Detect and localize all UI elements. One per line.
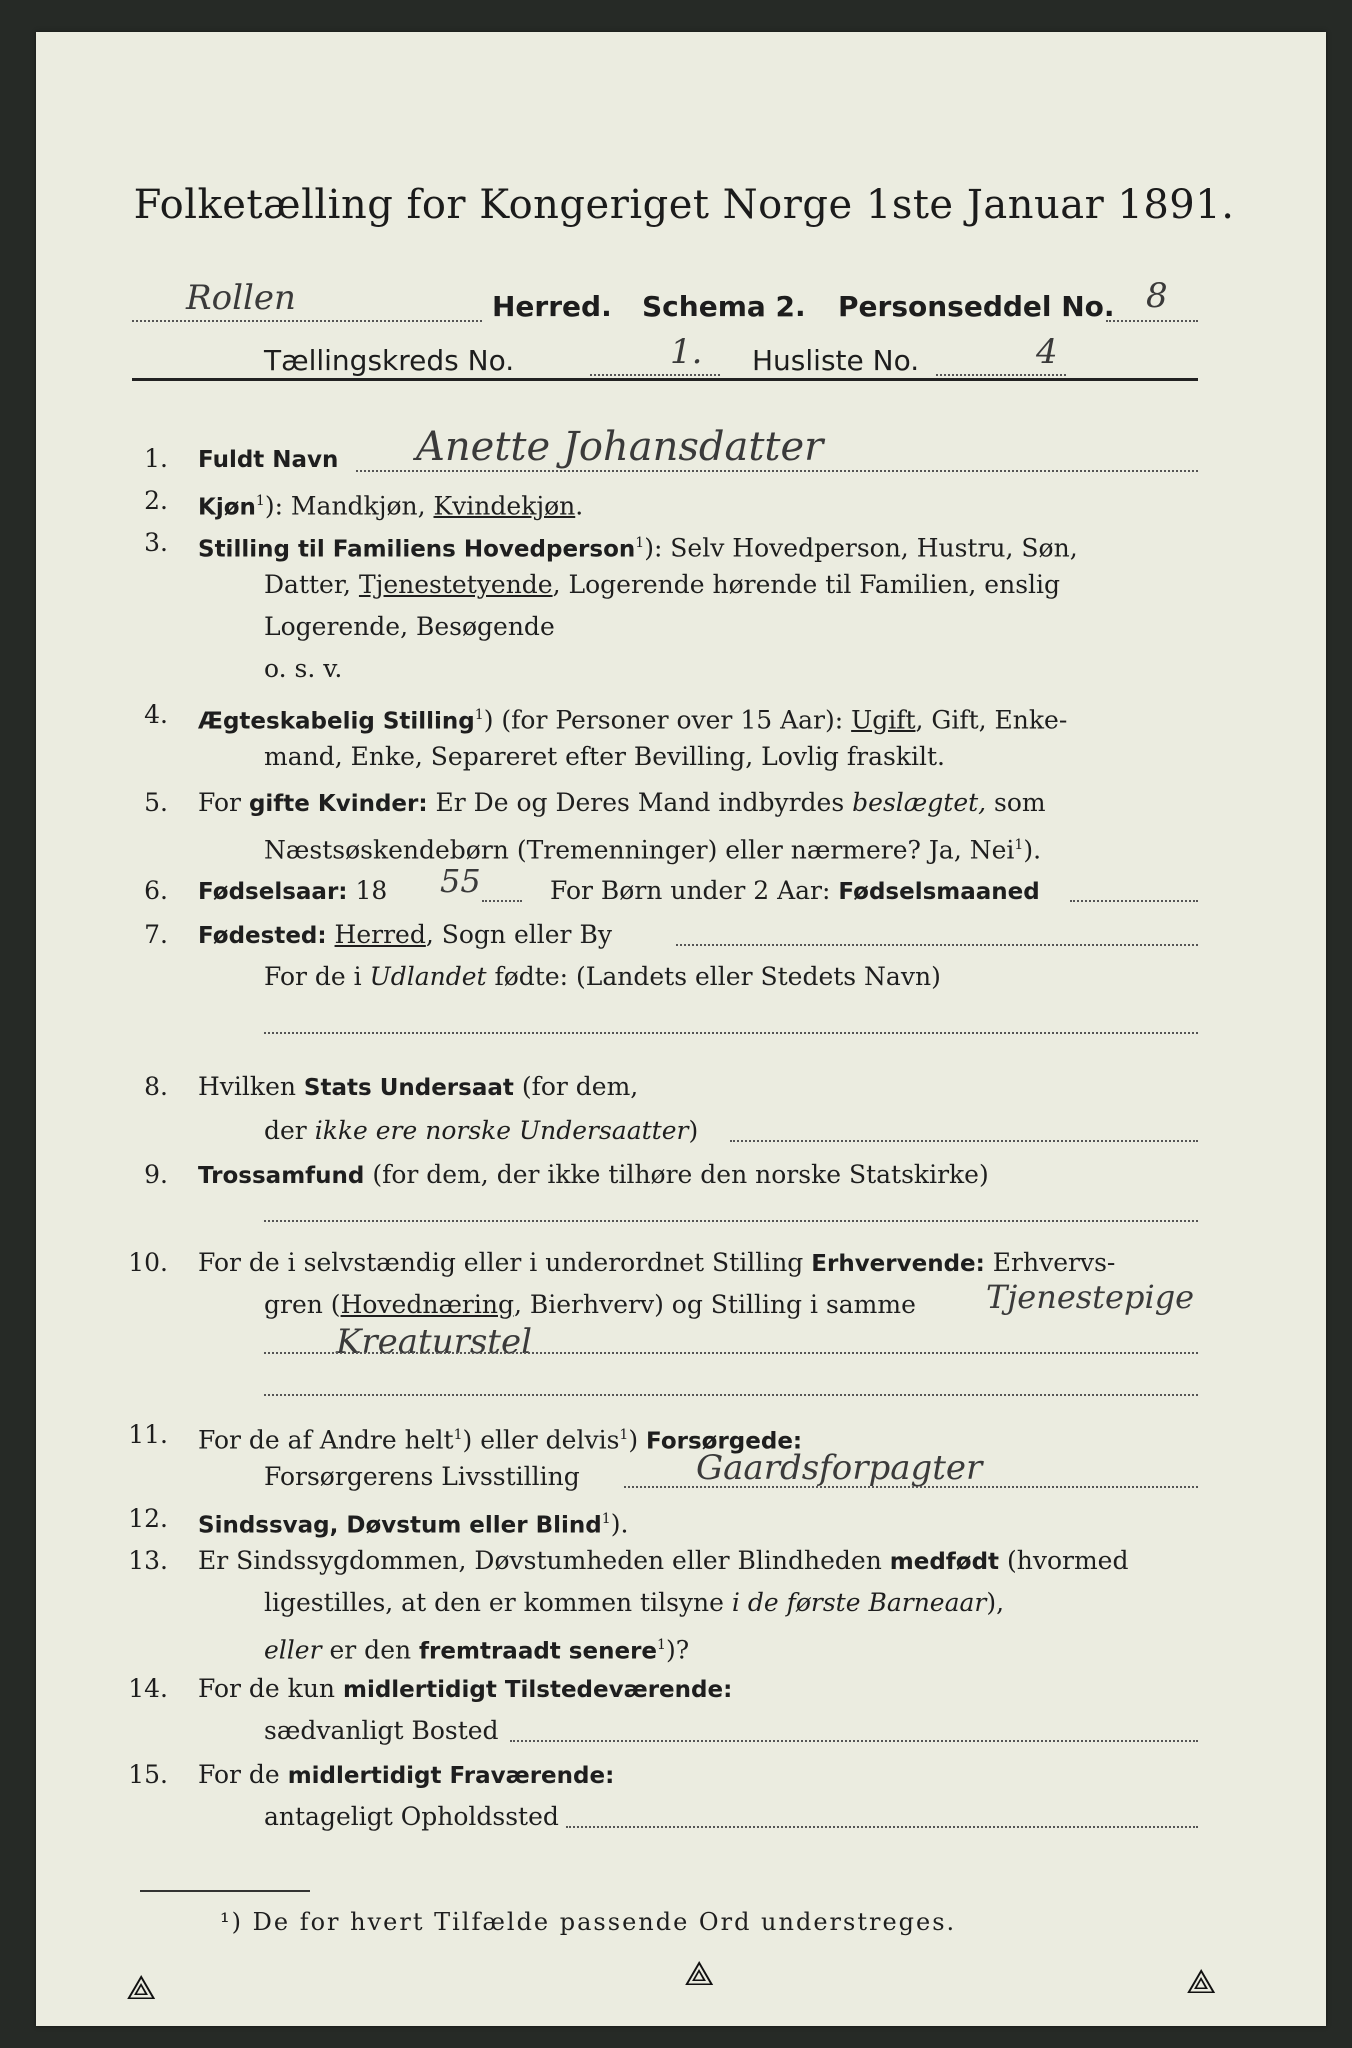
citizenship-label: Stats Undersaat	[303, 1075, 514, 1101]
birthplace-underlined-option: Herred	[334, 920, 426, 949]
personseddel-dotted-line	[1106, 320, 1198, 322]
item-number: 8.	[144, 1072, 168, 1101]
item-number: 9.	[144, 1160, 168, 1189]
supported-label: Forsørgede:	[646, 1428, 803, 1455]
registration-mark-right: ⟁	[1186, 1962, 1217, 2002]
marital-status-label: Ægteskabelig Stilling	[198, 708, 475, 735]
item-number: 6.	[144, 876, 168, 905]
herred-dotted-line	[132, 320, 482, 322]
item-number: 7.	[144, 920, 168, 949]
occupation-underlined-option: Hovednæring	[340, 1290, 514, 1319]
married-women-line2: Næstsøskendebørn (Tremenninger) eller nærmere? Ja, Nei	[264, 835, 1015, 865]
item-number: 12.	[128, 1504, 168, 1533]
full-name-dotted-line	[356, 470, 1198, 472]
schema-label: Schema 2.	[642, 290, 806, 323]
married-women-label: gifte Kvinder:	[248, 791, 428, 817]
full-name-label: Fuldt Navn	[198, 447, 339, 473]
item-number: 3.	[144, 528, 168, 557]
supporter-occupation-label: Forsørgerens Livsstilling	[264, 1462, 580, 1491]
footnote-rule	[140, 1890, 310, 1892]
disability-label: Sindssvag, Døvstum eller Blind	[198, 1512, 602, 1539]
congenital-label: medfødt	[889, 1549, 1000, 1575]
item-number: 5.	[144, 788, 168, 817]
birth-year-handwritten-value: 55	[440, 862, 481, 900]
occupation-dotted-line-1	[264, 1352, 1198, 1354]
probable-residence-label: antageligt Opholdssted	[264, 1802, 559, 1831]
later-onset-label: fremtraadt senere	[419, 1638, 658, 1665]
item-number: 2.	[144, 486, 168, 515]
temporarily-absent-label: midlertidigt Fraværende:	[287, 1763, 615, 1789]
probable-residence-dotted-line	[566, 1826, 1198, 1828]
census-form-sheet: Folketælling for Kongeriget Norge 1ste Januar 1891. Rollen Herred. Schema 2. Personseddel No. 8 Tællingskreds No. 1. Husliste No. 4 1. Fuldt Navn Anette Johansdatter 2. Kjøn$^1$): Mandkjøn, Kvindekjøn. 3. Stilling til Familiens Hovedperson$^1$): Selv Hovedperson, Hustru, Søn, Datter, Tjenestetyende, Logerende hørende til Familien, enslig Logerende, Besøgende o. s. v. 4. Ægteskabelig Stilling$^1$) (for Personer over 15 Aar): Ugift, Gift, Enke- mand, Enke, Separeret efter Bevilling, Lovlig fraskilt. 5. For gifte Kvinder: Er De og Deres Mand indbyrdes beslægtet, som Næstsøskendebørn (Tremenninger) eller nærmere? Ja, Nei$^1$). 6. Fødselsaar: 18 55 For Børn under 2 Aar: Fødselsmaaned 7. Fødested: Herred, Sogn eller By For de i Udlandet fødte: (Landets eller Stedets Navn) 8. Hvilken Stats Undersaat (for dem, der ikke ere norske Undersaatter) 9. Trossamfund (for dem, der ikke tilhøre den norske Statskirke) 10. For de i selvstændig eller i underordnet Stilling Erhvervende: Erhvervs- gren (Hovednæring, Bierhverv) og Stilling i samme Tjenestepige Kreaturstel 11. For de af Andre helt$^1$) eller delvis$^1$) Forsørgede: Forsørgerens Livsstilling Gaardsforpagter 12. Sindssvag, Døvstum eller Blind$^1$). 13. Er Sindssygdommen, Døvstumheden eller Blindheden medfødt (hvormed ligestilles, at den er kommen tilsyne i de første Barneaar), eller er den fremtraadt senere$^1$)? 14. For de kun midlertidigt Tilstedeværende: sædvanligt Bosted 15. For de midlertidigt Fraværende: antageligt Opholdssted ¹) De for hvert Tilfælde passende Ord understreges. ⟁ ⟁ ⟁	[36, 32, 1326, 2026]
family-position-line3: Logerende, Besøgende	[264, 612, 555, 641]
birthplace-label: Fødested:	[198, 923, 327, 949]
family-position-line4: o. s. v.	[264, 654, 343, 683]
item-number: 4.	[144, 700, 168, 729]
registration-mark-left: ⟁	[126, 1968, 157, 2008]
usual-residence-label: sædvanligt Bosted	[264, 1716, 499, 1745]
birth-year-dots	[482, 900, 522, 902]
item-number: 15.	[128, 1760, 168, 1789]
family-position-label: Stilling til Familiens Hovedperson	[198, 536, 636, 563]
item-number: 1.	[144, 444, 168, 473]
usual-residence-dotted-line	[510, 1740, 1198, 1742]
religion-label: Trossamfund	[198, 1163, 365, 1189]
taellingskreds-handwritten-value: 1.	[670, 332, 703, 372]
herred-handwritten-value: Rollen	[186, 278, 296, 318]
item-number: 10.	[128, 1248, 168, 1277]
sex-underlined-option: Kvindekjøn	[433, 491, 576, 521]
personseddel-label: Personseddel No.	[838, 290, 1115, 323]
personseddel-handwritten-value: 8	[1146, 276, 1168, 316]
occupation-handwritten-value-2: Kreaturstel	[336, 1322, 532, 1362]
birthplace-dotted-line	[676, 944, 1198, 946]
occupation-dotted-line-2	[264, 1394, 1198, 1396]
birth-month-label: Fødselsmaaned	[838, 879, 1040, 905]
marital-underlined-option: Ugift	[851, 705, 916, 735]
footnote: ¹) De for hvert Tilfælde passende Ord understreges.	[220, 1908, 957, 1936]
herred-label: Herred.	[492, 290, 612, 323]
sex-line: Kjøn$^1$): Mandkjøn, Kvindekjøn.	[198, 491, 584, 521]
supporter-occupation-handwritten-value: Gaardsforpagter	[696, 1448, 983, 1488]
occupation-label: Erhvervende:	[811, 1251, 985, 1277]
temporarily-present-label: midlertidigt Tilstedeværende:	[342, 1677, 733, 1703]
registration-mark-center: ⟁	[684, 1954, 715, 1994]
marital-status-line2: mand, Enke, Separeret efter Bevilling, Lovlig fraskilt.	[264, 742, 945, 771]
item-number: 11.	[128, 1420, 168, 1449]
item-number: 13.	[128, 1546, 168, 1575]
birth-month-dotted-line	[1070, 900, 1198, 902]
header-divider-rule	[132, 378, 1198, 381]
taellingskreds-label: Tællingskreds No.	[264, 344, 515, 377]
sex-label: Kjøn	[198, 494, 256, 521]
husliste-handwritten-value: 4	[1036, 332, 1058, 372]
family-position-underlined-option: Tjenestetyende	[358, 570, 553, 599]
form-title: Folketælling for Kongeriget Norge 1ste Januar 1891.	[133, 182, 1235, 228]
citizenship-dotted-line	[730, 1140, 1198, 1142]
religion-dotted-line	[264, 1220, 1198, 1222]
occupation-handwritten-value-1: Tjenestepige	[986, 1278, 1195, 1316]
foreign-birthplace-dotted-line	[264, 1032, 1198, 1034]
husliste-label: Husliste No.	[752, 344, 920, 377]
husliste-dotted-line	[936, 374, 1066, 376]
item-number: 14.	[128, 1674, 168, 1703]
birth-year-label: Fødselsaar:	[198, 879, 348, 905]
full-name-handwritten-value: Anette Johansdatter	[416, 424, 824, 470]
taellingskreds-dotted-line	[590, 374, 720, 376]
